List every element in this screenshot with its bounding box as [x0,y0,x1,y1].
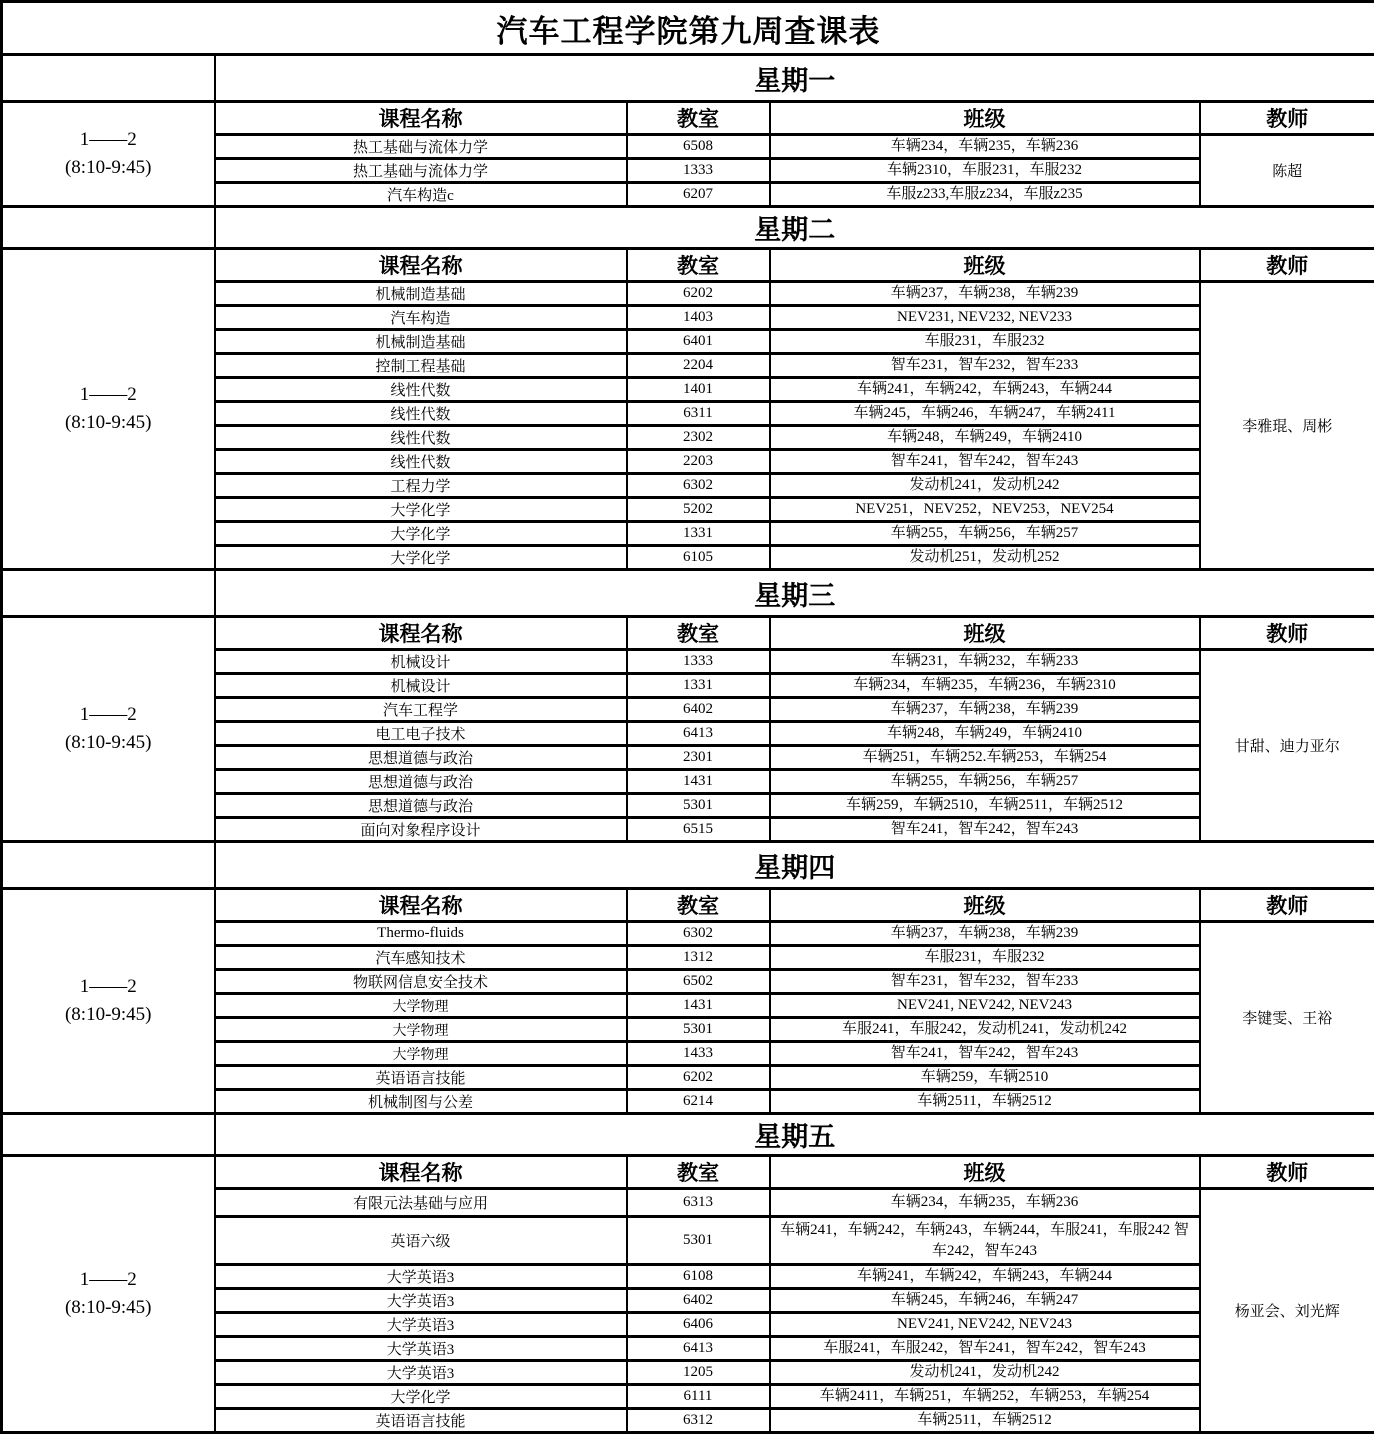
course-cell: 机械设计 [215,650,627,674]
course-cell: 汽车工程学 [215,698,627,722]
time-col-spacer [2,55,215,102]
col-header-teacher: 教师 [1200,102,1374,135]
day-header-row [2,55,1374,102]
course-cell: 大学化学 [215,522,627,546]
day-header: 星期二 [215,207,1374,249]
course-cell: 汽车感知技术 [215,946,627,970]
course-cell: 物联网信息安全技术 [215,970,627,994]
course-cell: 面向对象程序设计 [215,818,627,842]
course-cell: 线性代数 [215,378,627,402]
class-cell: 车辆241，车辆242，车辆243，车辆244 [770,1265,1200,1289]
room-cell: 1431 [627,770,770,794]
time-slot [2,102,215,207]
class-cell: 车辆2411，车辆251，车辆252，车辆253，车辆254 [770,1385,1200,1409]
time-periods: 1——2 [7,973,210,1001]
course-cell: 大学英语3 [215,1265,627,1289]
column-header-row [2,249,1374,282]
teacher-cell: 甘甜、迪力亚尔 [1200,650,1374,842]
room-cell: 2302 [627,426,770,450]
time-col-spacer [2,570,215,617]
class-cell: 车辆245，车辆246，车辆247，车辆2411 [770,402,1200,426]
teacher-cell: 陈超 [1200,135,1374,207]
course-cell: 大学物理 [215,994,627,1018]
course-cell: 思想道德与政治 [215,794,627,818]
course-cell: 英语语言技能 [215,1066,627,1090]
class-cell: NEV231, NEV232, NEV233 [770,306,1200,330]
col-header-teacher: 教师 [1200,889,1374,922]
room-cell: 1333 [627,159,770,183]
room-cell: 2204 [627,354,770,378]
col-header-course: 课程名称 [215,1156,627,1189]
time-col-spacer [2,842,215,889]
course-cell: 热工基础与流体力学 [215,159,627,183]
class-cell: NEV241, NEV242, NEV243 [770,1313,1200,1337]
room-cell: 1331 [627,522,770,546]
time-periods: 1——2 [7,701,210,729]
day-header: 星期四 [215,842,1374,889]
course-cell: 大学英语3 [215,1337,627,1361]
course-cell: 大学化学 [215,498,627,522]
col-header-teacher: 教师 [1200,1156,1374,1189]
time-range: (8:10-9:45) [7,729,210,757]
schedule-body [2,2,1374,1433]
col-header-class: 班级 [770,102,1200,135]
class-cell: 车辆2511，车辆2512 [770,1409,1200,1433]
day-header: 星期五 [215,1114,1374,1156]
time-range: (8:10-9:45) [7,1294,210,1322]
course-cell: 控制工程基础 [215,354,627,378]
class-cell: 车辆2310，车服231，车服232 [770,159,1200,183]
col-header-teacher: 教师 [1200,249,1374,282]
course-cell: 大学物理 [215,1042,627,1066]
room-cell: 6312 [627,1409,770,1433]
room-cell: 6111 [627,1385,770,1409]
column-header-row [2,1156,1374,1189]
course-cell: 大学英语3 [215,1313,627,1337]
day-header: 星期一 [215,55,1374,102]
column-header-row [2,102,1374,135]
room-cell: 1312 [627,946,770,970]
room-cell: 6302 [627,474,770,498]
room-cell: 6406 [627,1313,770,1337]
room-cell: 6302 [627,922,770,946]
class-cell: 车辆237，车辆238，车辆239 [770,922,1200,946]
course-cell: 线性代数 [215,450,627,474]
room-cell: 5202 [627,498,770,522]
class-cell: 车服231，车服232 [770,946,1200,970]
class-cell: 车辆241，车辆242，车辆243，车辆244 [770,378,1200,402]
time-col-spacer [2,1114,215,1156]
course-cell: 英语语言技能 [215,1409,627,1433]
day-header-row [2,207,1374,249]
room-cell: 5301 [627,794,770,818]
col-header-teacher: 教师 [1200,617,1374,650]
class-cell: 车辆259，车辆2510 [770,1066,1200,1090]
room-cell: 1331 [627,674,770,698]
room-cell: 6108 [627,1265,770,1289]
course-cell: 英语六级 [215,1217,627,1265]
room-cell: 6311 [627,402,770,426]
course-cell: 有限元法基础与应用 [215,1189,627,1217]
col-header-class: 班级 [770,617,1200,650]
teacher-cell: 李雅琨、周彬 [1200,282,1374,570]
page-title: 汽车工程学院第九周查课表 [2,2,1374,55]
time-range: (8:10-9:45) [7,154,210,182]
time-periods: 1——2 [7,126,210,154]
time-slot [2,1156,215,1433]
class-cell: 发动机251，发动机252 [770,546,1200,570]
room-cell: 2301 [627,746,770,770]
room-cell: 6202 [627,282,770,306]
room-cell: 2203 [627,450,770,474]
course-cell: 线性代数 [215,426,627,450]
class-cell: 发动机241，发动机242 [770,1361,1200,1385]
course-cell: 机械制图与公差 [215,1090,627,1114]
room-cell: 6214 [627,1090,770,1114]
class-cell: 车辆237，车辆238，车辆239 [770,282,1200,306]
title-row [2,2,1374,55]
course-cell: 机械制造基础 [215,330,627,354]
course-cell: 线性代数 [215,402,627,426]
course-cell: 思想道德与政治 [215,770,627,794]
col-header-class: 班级 [770,1156,1200,1189]
class-cell: 车辆234，车辆235，车辆236，车辆2310 [770,674,1200,698]
class-cell: 车服z233,车服z234，车服z235 [770,183,1200,207]
course-cell: 电工电子技术 [215,722,627,746]
room-cell: 6413 [627,1337,770,1361]
day-header: 星期三 [215,570,1374,617]
class-cell: 智车241，智车242，智车243 [770,818,1200,842]
col-header-class: 班级 [770,889,1200,922]
room-cell: 6202 [627,1066,770,1090]
room-cell: 6313 [627,1189,770,1217]
class-cell: 车辆248，车辆249，车辆2410 [770,426,1200,450]
col-header-course: 课程名称 [215,249,627,282]
class-cell: 车服241，车服242，发动机241，发动机242 [770,1018,1200,1042]
room-cell: 6515 [627,818,770,842]
course-cell: 机械设计 [215,674,627,698]
class-cell: 智车231，智车232，智车233 [770,354,1200,378]
time-slot [2,889,215,1114]
class-cell: 智车241，智车242，智车243 [770,450,1200,474]
col-header-room: 教室 [627,889,770,922]
time-periods: 1——2 [7,1266,210,1294]
room-cell: 6508 [627,135,770,159]
room-cell: 6413 [627,722,770,746]
room-cell: 1401 [627,378,770,402]
room-cell: 6402 [627,698,770,722]
class-cell: 车辆231，车辆232，车辆233 [770,650,1200,674]
day-header-row [2,1114,1374,1156]
room-cell: 6207 [627,183,770,207]
room-cell: 1431 [627,994,770,1018]
class-cell: NEV241, NEV242, NEV243 [770,994,1200,1018]
class-cell: 车辆255，车辆256，车辆257 [770,770,1200,794]
course-cell: Thermo-fluids [215,922,627,946]
room-cell: 1205 [627,1361,770,1385]
course-cell: 思想道德与政治 [215,746,627,770]
class-cell: 车辆259，车辆2510，车辆2511，车辆2512 [770,794,1200,818]
course-cell: 汽车构造 [215,306,627,330]
room-cell: 6105 [627,546,770,570]
class-cell: 车辆234，车辆235，车辆236 [770,135,1200,159]
class-cell: 发动机241，发动机242 [770,474,1200,498]
course-cell: 大学物理 [215,1018,627,1042]
room-cell: 6401 [627,330,770,354]
course-cell: 大学英语3 [215,1361,627,1385]
course-cell: 机械制造基础 [215,282,627,306]
day-header-row [2,842,1374,889]
room-cell: 1433 [627,1042,770,1066]
course-cell: 汽车构造c [215,183,627,207]
class-cell: NEV251，NEV252，NEV253，NEV254 [770,498,1200,522]
course-cell: 工程力学 [215,474,627,498]
col-header-room: 教室 [627,102,770,135]
class-cell: 车辆248，车辆249，车辆2410 [770,722,1200,746]
time-range: (8:10-9:45) [7,409,210,437]
time-slot [2,249,215,570]
class-cell: 智车241，智车242，智车243 [770,1042,1200,1066]
class-cell: 车辆2511，车辆2512 [770,1090,1200,1114]
time-periods: 1——2 [7,381,210,409]
time-slot [2,617,215,842]
room-cell: 6502 [627,970,770,994]
col-header-course: 课程名称 [215,617,627,650]
class-cell: 车辆251，车辆252.车辆253，车辆254 [770,746,1200,770]
column-header-row [2,889,1374,922]
col-header-course: 课程名称 [215,102,627,135]
class-cell: 车辆237，车辆238，车辆239 [770,698,1200,722]
course-cell: 大学英语3 [215,1289,627,1313]
teacher-cell: 李键雯、王裕 [1200,922,1374,1114]
room-cell: 6402 [627,1289,770,1313]
class-cell: 车服241，车服242，智车241，智车242，智车243 [770,1337,1200,1361]
day-header-row [2,570,1374,617]
time-range: (8:10-9:45) [7,1001,210,1029]
column-header-row [2,617,1374,650]
room-cell: 1333 [627,650,770,674]
col-header-room: 教室 [627,249,770,282]
col-header-room: 教室 [627,617,770,650]
room-cell: 5301 [627,1018,770,1042]
class-cell: 车辆255，车辆256，车辆257 [770,522,1200,546]
col-header-class: 班级 [770,249,1200,282]
course-cell: 大学化学 [215,1385,627,1409]
class-cell: 车辆241，车辆242，车辆243，车辆244，车服241，车服242 智车242，智车243 [770,1217,1200,1265]
col-header-course: 课程名称 [215,889,627,922]
course-cell: 大学化学 [215,546,627,570]
teacher-cell: 杨亚会、刘光辉 [1200,1189,1374,1433]
class-cell: 车服231，车服232 [770,330,1200,354]
room-cell: 1403 [627,306,770,330]
class-cell: 车辆245，车辆246，车辆247 [770,1289,1200,1313]
col-header-room: 教室 [627,1156,770,1189]
class-cell: 智车231，智车232，智车233 [770,970,1200,994]
course-cell: 热工基础与流体力学 [215,135,627,159]
class-cell: 车辆234，车辆235，车辆236 [770,1189,1200,1217]
room-cell: 5301 [627,1217,770,1265]
time-col-spacer [2,207,215,249]
